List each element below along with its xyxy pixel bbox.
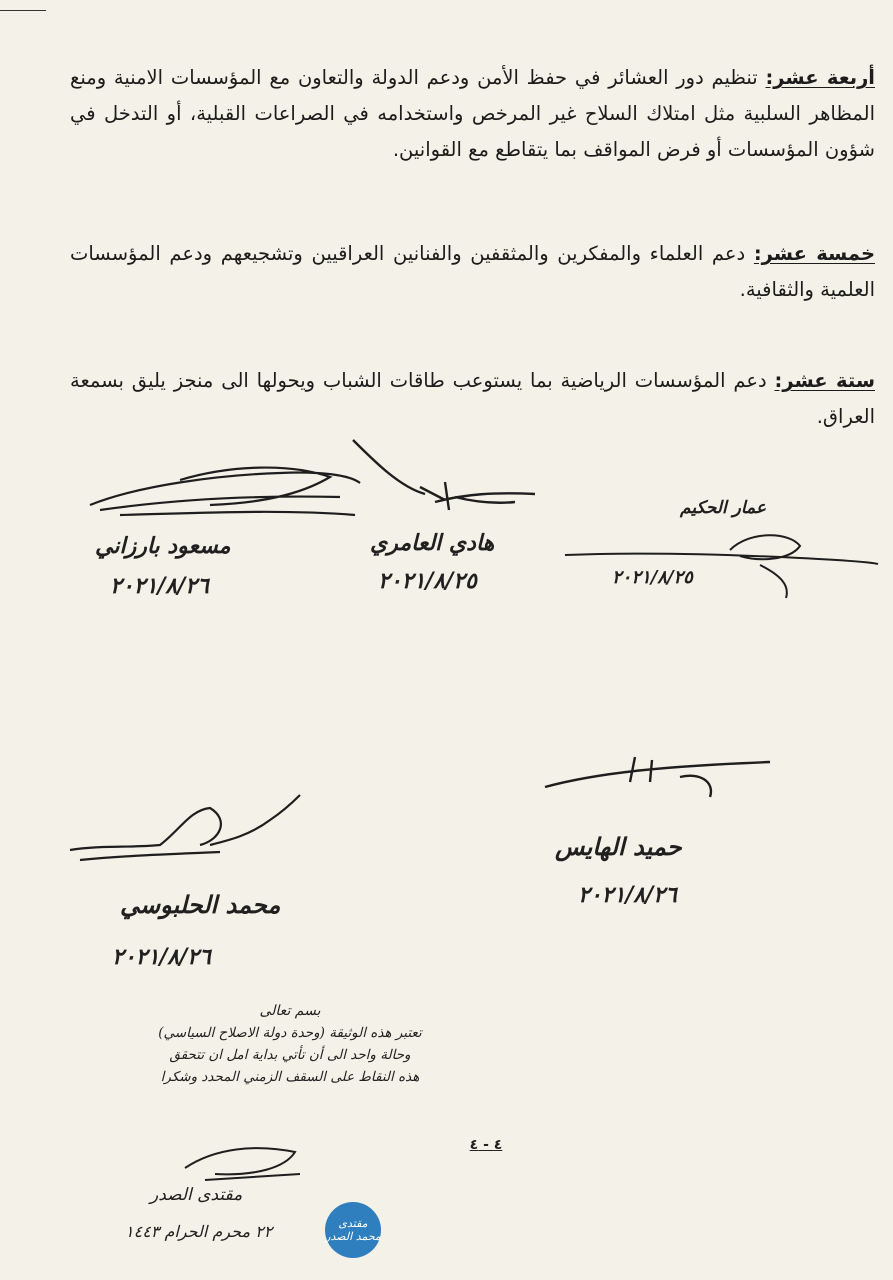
signatory-date-3: ٢٠٢١/٨/٢٥	[612, 567, 693, 588]
clause-lead: ستة عشر:	[774, 369, 876, 392]
note-signature-scribble	[175, 1138, 305, 1188]
top-rule	[0, 10, 46, 11]
note-bismillah: بسم تعالى	[259, 1003, 321, 1019]
stamp-text: مقتدى محمد الصدر	[325, 1217, 381, 1243]
note-line: تعتبر هذه الوثيقة (وحدة دولة الاصلاح السياسي)	[158, 1025, 422, 1041]
note-signer: مقتدى الصدر	[150, 1185, 243, 1205]
signature-scribble-3	[560, 520, 880, 600]
signature-scribble-4	[60, 790, 310, 870]
clause-sixteen	[70, 363, 875, 435]
seal-stamp	[325, 1202, 381, 1258]
note-line: وحالة واحد الى أن تأتي بداية امل ان تتحقق	[169, 1047, 411, 1063]
signature-scribble-2	[345, 432, 545, 522]
clause-text: دعم المؤسسات الرياضية بما يستوعب طاقات الشباب ويحولها الى منجز يليق بسمعة العراق.	[70, 369, 875, 428]
signatory-date-5: ٢٠٢١/٨/٢٦	[578, 882, 677, 908]
signatory-date-1: ٢٠٢١/٨/٢٦	[110, 573, 209, 599]
signature-scribble-5	[540, 752, 780, 812]
signatory-date-4: ٢٠٢١/٨/٢٦	[112, 944, 211, 970]
signatory-name-3: عمار الحكيم	[680, 498, 766, 518]
signatory-name-5: حميد الهايس	[555, 832, 682, 861]
signatory-name-4: محمد الحلبوسي	[120, 890, 281, 919]
signatory-name-1: مسعود بارزاني	[95, 533, 231, 559]
note-date: ٢٢ محرم الحرام ١٤٤٣	[125, 1222, 273, 1241]
note-line: هذه النقاط على السقف الزمني المحدد وشكرا	[160, 1069, 420, 1085]
clause-fifteen	[70, 236, 875, 308]
signature-scribble-1	[80, 455, 370, 535]
clause-text: دعم العلماء والمفكرين والمثقفين والفنانين العراقيين وتشجيعهم ودعم المؤسسات العلمية والثقافية.	[70, 242, 875, 301]
clause-text: تنظيم دور العشائر في حفظ الأمن ودعم الدولة والتعاون مع المؤسسات الامنية ومنع المظاهر السلبية مثل امتلاك السلاح غير المرخص واستخدامه في الصراعات القبلية، أو التدخل في شؤون المؤسسات أو فرض المواقف بما يتقاطع مع القوانين.	[70, 66, 875, 161]
signatory-name-2: هادي العامري	[370, 530, 495, 556]
clause-lead: أربعة عشر:	[765, 66, 875, 89]
clause-lead: خمسة عشر:	[753, 242, 875, 265]
page-number: ٤ - ٤	[469, 1137, 503, 1153]
signatory-date-2: ٢٠٢١/٨/٢٥	[378, 568, 477, 594]
clause-fourteen	[70, 60, 875, 168]
handwritten-note	[60, 1000, 520, 1088]
